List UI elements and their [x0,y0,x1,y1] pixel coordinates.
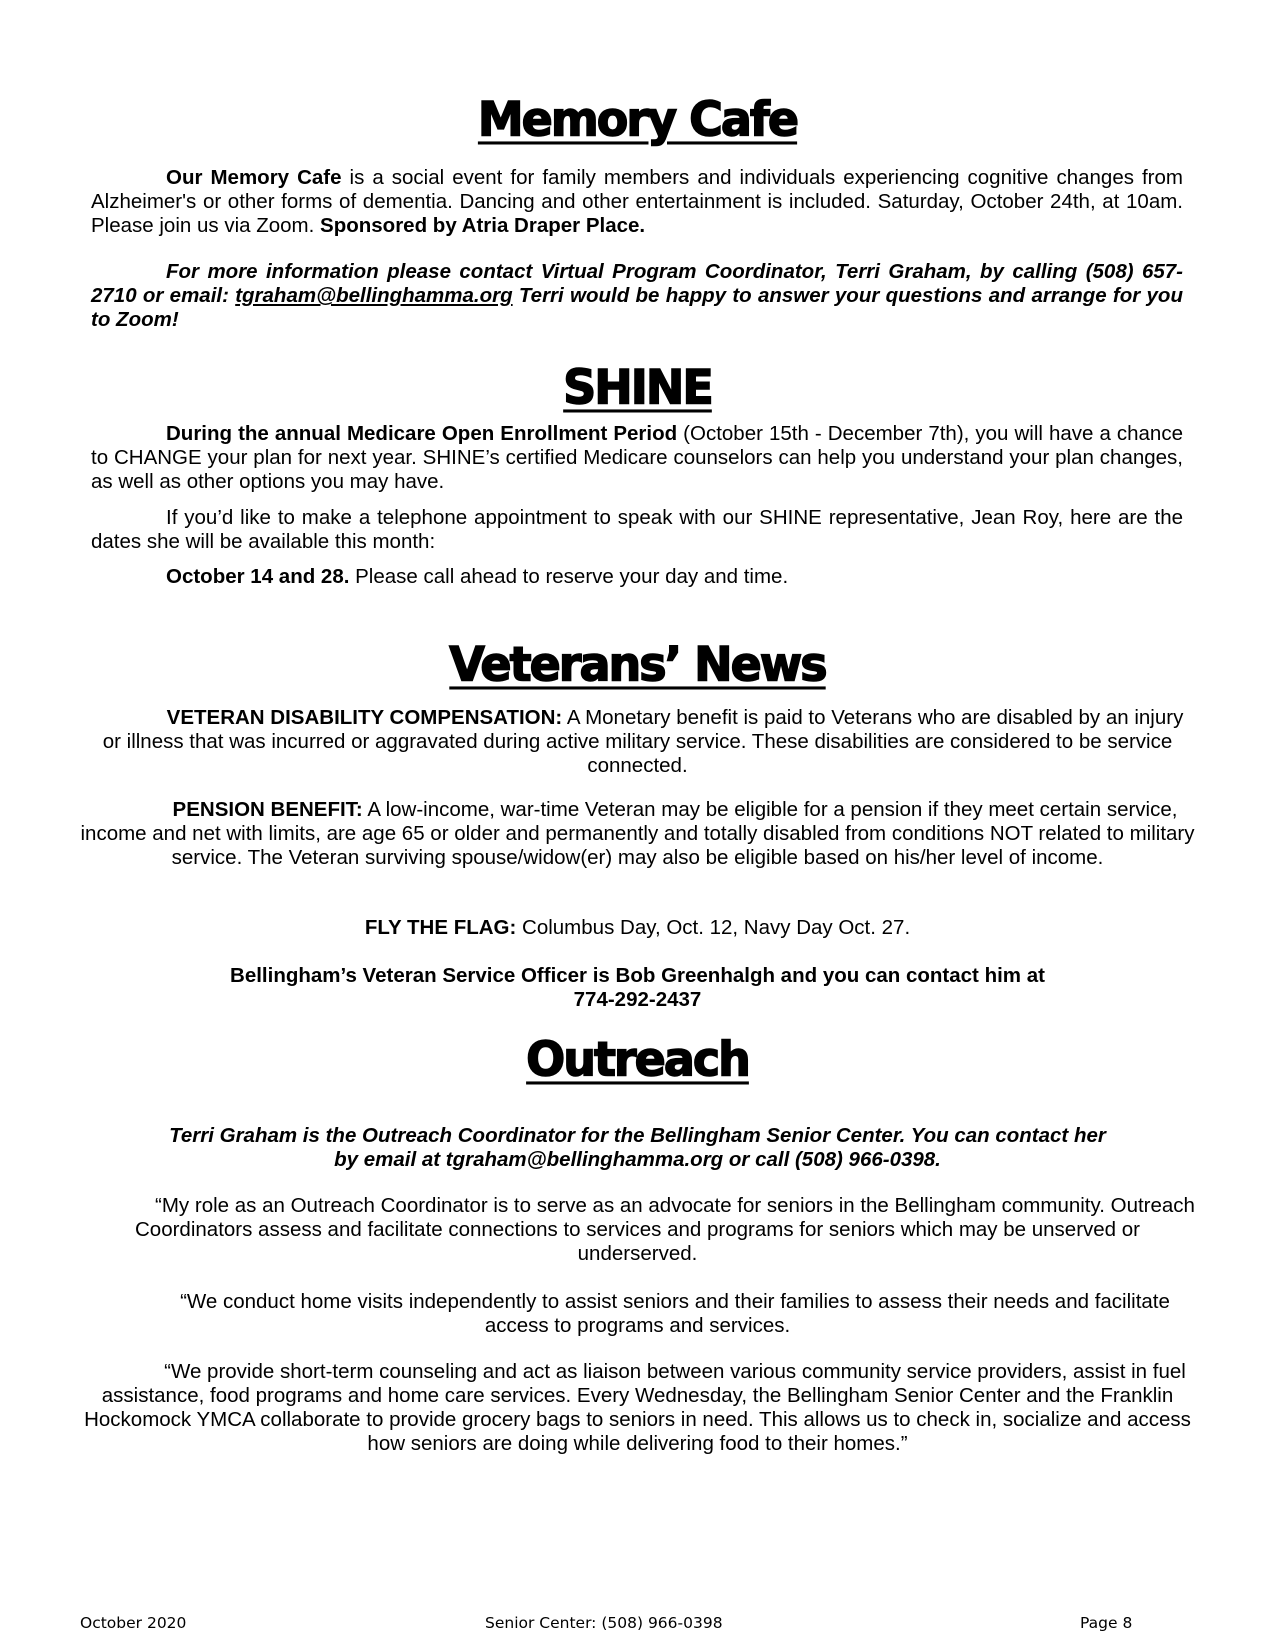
outreach-quote-role: “My role as an Outreach Coordinator is to serve as an advocate for seniors in the Bellingham community. Outreach Coordinators assess and facilitate connections to services and programs for seniors which may be unserved or underserved. [135,1194,1195,1265]
pension-benefit-paragraph: PENSION BENEFIT: A low-income, war-time Veteran may be eligible for a pension if they meet certain service, income and net with limits, are age 65 or older and permanently and totally disabled from conditions NOT related to military service. The Veteran surviving spouse/widow(er) may also be eligible based on his/her level of income. [80,798,1195,869]
veteran-disability-paragraph: VETERAN DISABILITY COMPENSATION: A Monetary benefit is paid to Veterans who are disabled by an injury or illness that was incurred or aggravated during active military service. These disabilities are considered to be service connected. [102,706,1184,777]
footer-page-number: Page 8 [1080,1614,1133,1632]
outreach-quote-counseling: “We provide short-term counseling and act as liaison between various community service providers, assist in fuel assistance, food programs and home care services. Every Wednesday, the Bellingham Senior Center and the Franklin Hockomock YMCA collaborate to provide grocery bags to seniors in need. This allows us to check in, socialize and access how seniors are doing while delivering food to their homes.” [84,1360,1191,1455]
memory-cafe-heading: Memory Cafe [477,91,798,147]
memory-cafe-contact: For more information please contact Virtual Program Coordinator, Terri Graham, by calling (508) 657-2710 or email: tgraham@bellinghamma.org Terri would be happy to answer your questions and arrange for you to Zoom! [91,260,1183,331]
shine-heading: SHINE [563,359,712,415]
shine-appointment-paragraph: If you’d like to make a telephone appointment to speak with our SHINE representative, Jean Roy, here are the dates she will be available this month: [91,506,1183,553]
shine-dates-paragraph: October 14 and 28. Please call ahead to reserve your day and time. [166,565,789,588]
footer-senior-center-phone: Senior Center: (508) 966-0398 [485,1614,723,1632]
outreach-heading: Outreach [526,1031,749,1087]
veteran-service-officer: Bellingham’s Veteran Service Officer is Bob Greenhalgh and you can contact him at 774-292-2437 [230,964,1045,1011]
outreach-quote-home-visits: “We conduct home visits independently to assist seniors and their families to assess their needs and facilitate access to programs and services. [180,1290,1170,1337]
outreach-intro: Terri Graham is the Outreach Coordinator for the Bellingham Senior Center. You can contact her by email at tgraham@bellinghamma.org or call (508) 966-0398. [169,1124,1106,1171]
veterans-news-heading: Veterans’ News [449,636,826,692]
memory-cafe-paragraph: Our Memory Cafe is a social event for family members and individuals experiencing cognitive changes from Alzheimer's or other forms of dementia. Dancing and other entertainment is included. Saturday, October 24th, at 10am. Please join us via Zoom. Sponsored by Atria Draper Place. [91,166,1183,237]
footer-date: October 2020 [80,1614,187,1632]
memory-cafe-email-link[interactable]: tgraham@bellinghamma.org [235,284,513,307]
fly-the-flag-paragraph: FLY THE FLAG: Columbus Day, Oct. 12, Navy Day Oct. 27. [364,916,911,939]
shine-enrollment-paragraph: During the annual Medicare Open Enrollment Period (October 15th - December 7th), you will have a chance to CHANGE your plan for next year. SHINE’s certified Medicare counselors can help you understand your plan changes, as well as other options you may have. [91,422,1183,493]
